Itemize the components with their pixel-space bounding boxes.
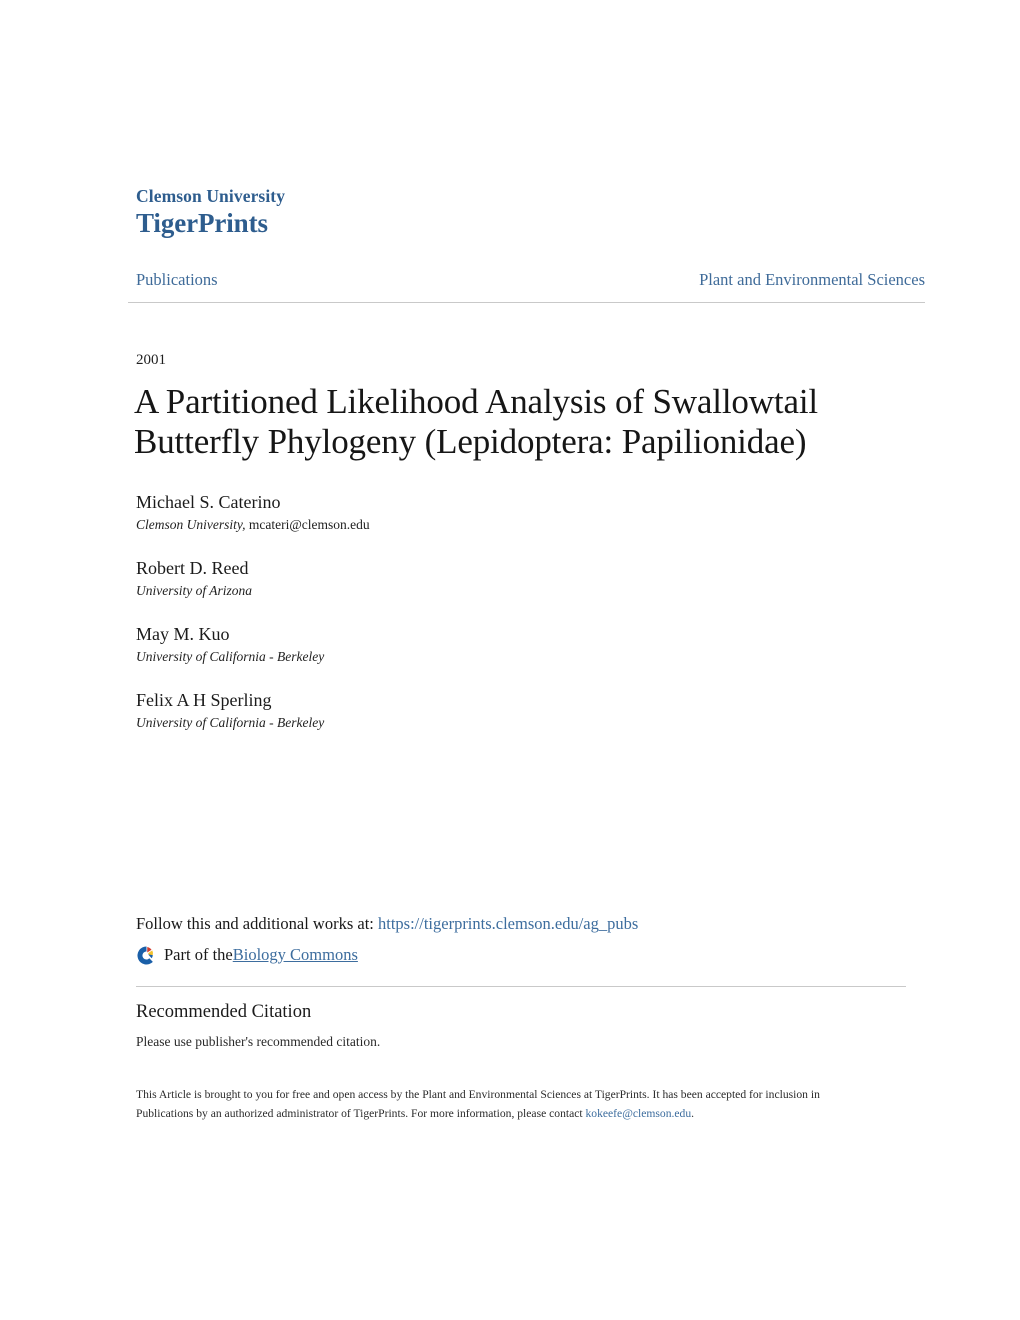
- author-entry: [136, 688, 836, 732]
- repository-url-link[interactable]: https://tigerprints.clemson.edu/ag_pubs: [377, 914, 639, 933]
- author-name: Robert D. Reed: [136, 558, 249, 578]
- author-entry: [136, 490, 836, 534]
- disclaimer-text: This Article is brought to you for free and open access by the Plant and Environmental Sciences at TigerPrints. It has been accepted for inclusion in Publications by an authorized administrator of TigerPrints. For more information, please contact: [136, 1088, 820, 1120]
- biology-commons-link[interactable]: Biology Commons: [232, 945, 358, 964]
- affiliation-text: Clemson University,: [136, 517, 249, 532]
- page-title: A Partitioned Likelihood Analysis of Swallowtail Butterfly Phylogeny (Lepidoptera: Papilionidae): [134, 382, 818, 461]
- author-affiliation: University of Arizona: [136, 583, 252, 598]
- author-entry: [136, 622, 836, 666]
- author-name: Felix A H Sperling: [136, 690, 272, 710]
- contact-email-link[interactable]: kokeefe@clemson.edu: [585, 1107, 692, 1120]
- author-name: Michael S. Caterino: [136, 492, 281, 512]
- access-disclaimer: [136, 1085, 871, 1123]
- citation-heading: Recommended Citation: [136, 1002, 312, 1022]
- author-name: May M. Kuo: [136, 624, 230, 644]
- repository-name: TigerPrints: [136, 208, 268, 238]
- citation-divider: [136, 986, 906, 987]
- publication-year: 2001: [136, 352, 166, 368]
- part-of-line: [136, 942, 916, 967]
- author-affiliation: University of California - Berkeley: [136, 715, 325, 730]
- follow-prefix-label: Follow this and additional works at:: [136, 914, 378, 933]
- breadcrumb: [136, 268, 925, 292]
- author-affiliation: [136, 515, 836, 534]
- author-list: [136, 490, 836, 732]
- author-entry: [136, 556, 836, 600]
- part-of-label: Part of the: [164, 945, 233, 964]
- header-divider: [128, 302, 925, 303]
- disclaimer-text-end: .: [691, 1107, 695, 1120]
- institution-name: Clemson University: [136, 186, 286, 206]
- digital-commons-icon: [136, 945, 157, 966]
- citation-body: Please use publisher's recommended citation.: [136, 1034, 381, 1049]
- author-affiliation: University of California - Berkeley: [136, 649, 325, 664]
- follow-section: [136, 911, 916, 967]
- follow-works-line: [136, 911, 916, 936]
- breadcrumb-publications[interactable]: Publications: [136, 270, 218, 289]
- recommended-citation-section: [136, 1000, 896, 1052]
- breadcrumb-department[interactable]: Plant and Environmental Sciences: [699, 270, 925, 289]
- tigerprints-logo[interactable]: [136, 186, 285, 239]
- author-email: mcateri@clemson.edu: [248, 517, 370, 532]
